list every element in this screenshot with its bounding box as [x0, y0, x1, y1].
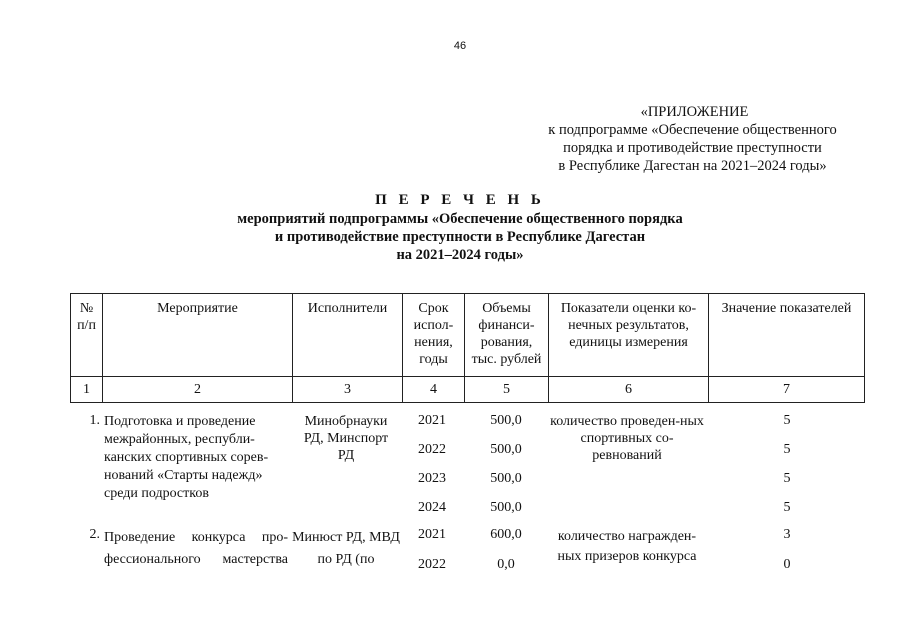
col-number-4: 4 [403, 377, 465, 403]
year: 2022 [418, 557, 446, 572]
appendix-line-4: в Республике Дагестан на 2021–2024 годы» [558, 158, 827, 174]
row-number: 2. [89, 527, 100, 542]
indicator-value: 3 [783, 527, 791, 542]
col-number-7: 7 [709, 377, 865, 403]
measure-name-line-2: фессионального мастерства [104, 552, 288, 567]
measure-name: Подготовка и проведение межрайонных, республи-канских спортивных сорев-нований «Старты надежд» среди подростков [104, 414, 269, 501]
funding-volume: 600,0 [490, 527, 522, 542]
funding-volume: 500,0 [490, 500, 522, 515]
row-number: 1. [89, 413, 100, 428]
appendix-note [520, 103, 865, 175]
indicator-value: 5 [783, 413, 791, 428]
appendix-line-3: порядка и противодействие преступности [563, 140, 822, 156]
indicator-value: 0 [783, 557, 791, 572]
measure-name [104, 527, 288, 571]
header-row [71, 294, 865, 377]
header-indicators: Показатели оценки ко-нечных результатов, единицы измерения [549, 294, 709, 377]
year: 2024 [418, 500, 446, 515]
title-line-2: и противодействие преступности в Республике Дагестан [274, 229, 646, 245]
header-executors: Исполнители [293, 294, 403, 377]
executors: Минобрнауки РД, Минспорт РД [303, 414, 389, 463]
col-number-3: 3 [293, 377, 403, 403]
executors: Минюст РД, МВД по РД (по [292, 530, 400, 567]
funding-volume: 500,0 [490, 471, 522, 486]
indicator: количество награжден-ных призеров конкурса [557, 529, 697, 564]
col-number-5: 5 [465, 377, 549, 403]
title-line-1: мероприятий подпрограммы «Обеспечение общественного порядка [237, 211, 683, 227]
year: 2022 [418, 442, 446, 457]
col-number-1: 1 [71, 377, 103, 403]
indicator-value: 5 [783, 500, 791, 515]
indicator-value: 5 [783, 442, 791, 457]
header-funding: Объемы финанси-рования, тыс. рублей [465, 294, 549, 377]
column-number-row [71, 377, 865, 403]
year: 2023 [418, 471, 446, 486]
appendix-line-1: «ПРИЛОЖЕНИЕ [640, 104, 749, 120]
indicator-value: 5 [783, 471, 791, 486]
year: 2021 [418, 527, 446, 542]
header-number: № п/п [71, 294, 103, 377]
header-values: Значение показателей [709, 294, 865, 377]
appendix-line-2: к подпрограмме «Обеспечение общественного [548, 122, 837, 138]
indicator: количество проведен-ных спортивных со-ревнований [550, 414, 704, 463]
page-number: 46 [453, 40, 467, 52]
header-measure: Мероприятие [103, 294, 293, 377]
year: 2021 [418, 413, 446, 428]
measure-name-line-1: Проведение конкурса про- [104, 530, 288, 545]
title-heading: П Е Р Е Ч Е Н Ь [375, 192, 545, 208]
funding-volume: 0,0 [497, 557, 515, 572]
measures-table-header [70, 293, 865, 403]
title-line-3: на 2021–2024 годы» [396, 247, 524, 263]
header-term: Срок испол-нения, годы [403, 294, 465, 377]
funding-volume: 500,0 [490, 413, 522, 428]
funding-volume: 500,0 [490, 442, 522, 457]
document-title [200, 190, 720, 264]
col-number-2: 2 [103, 377, 293, 403]
col-number-6: 6 [549, 377, 709, 403]
